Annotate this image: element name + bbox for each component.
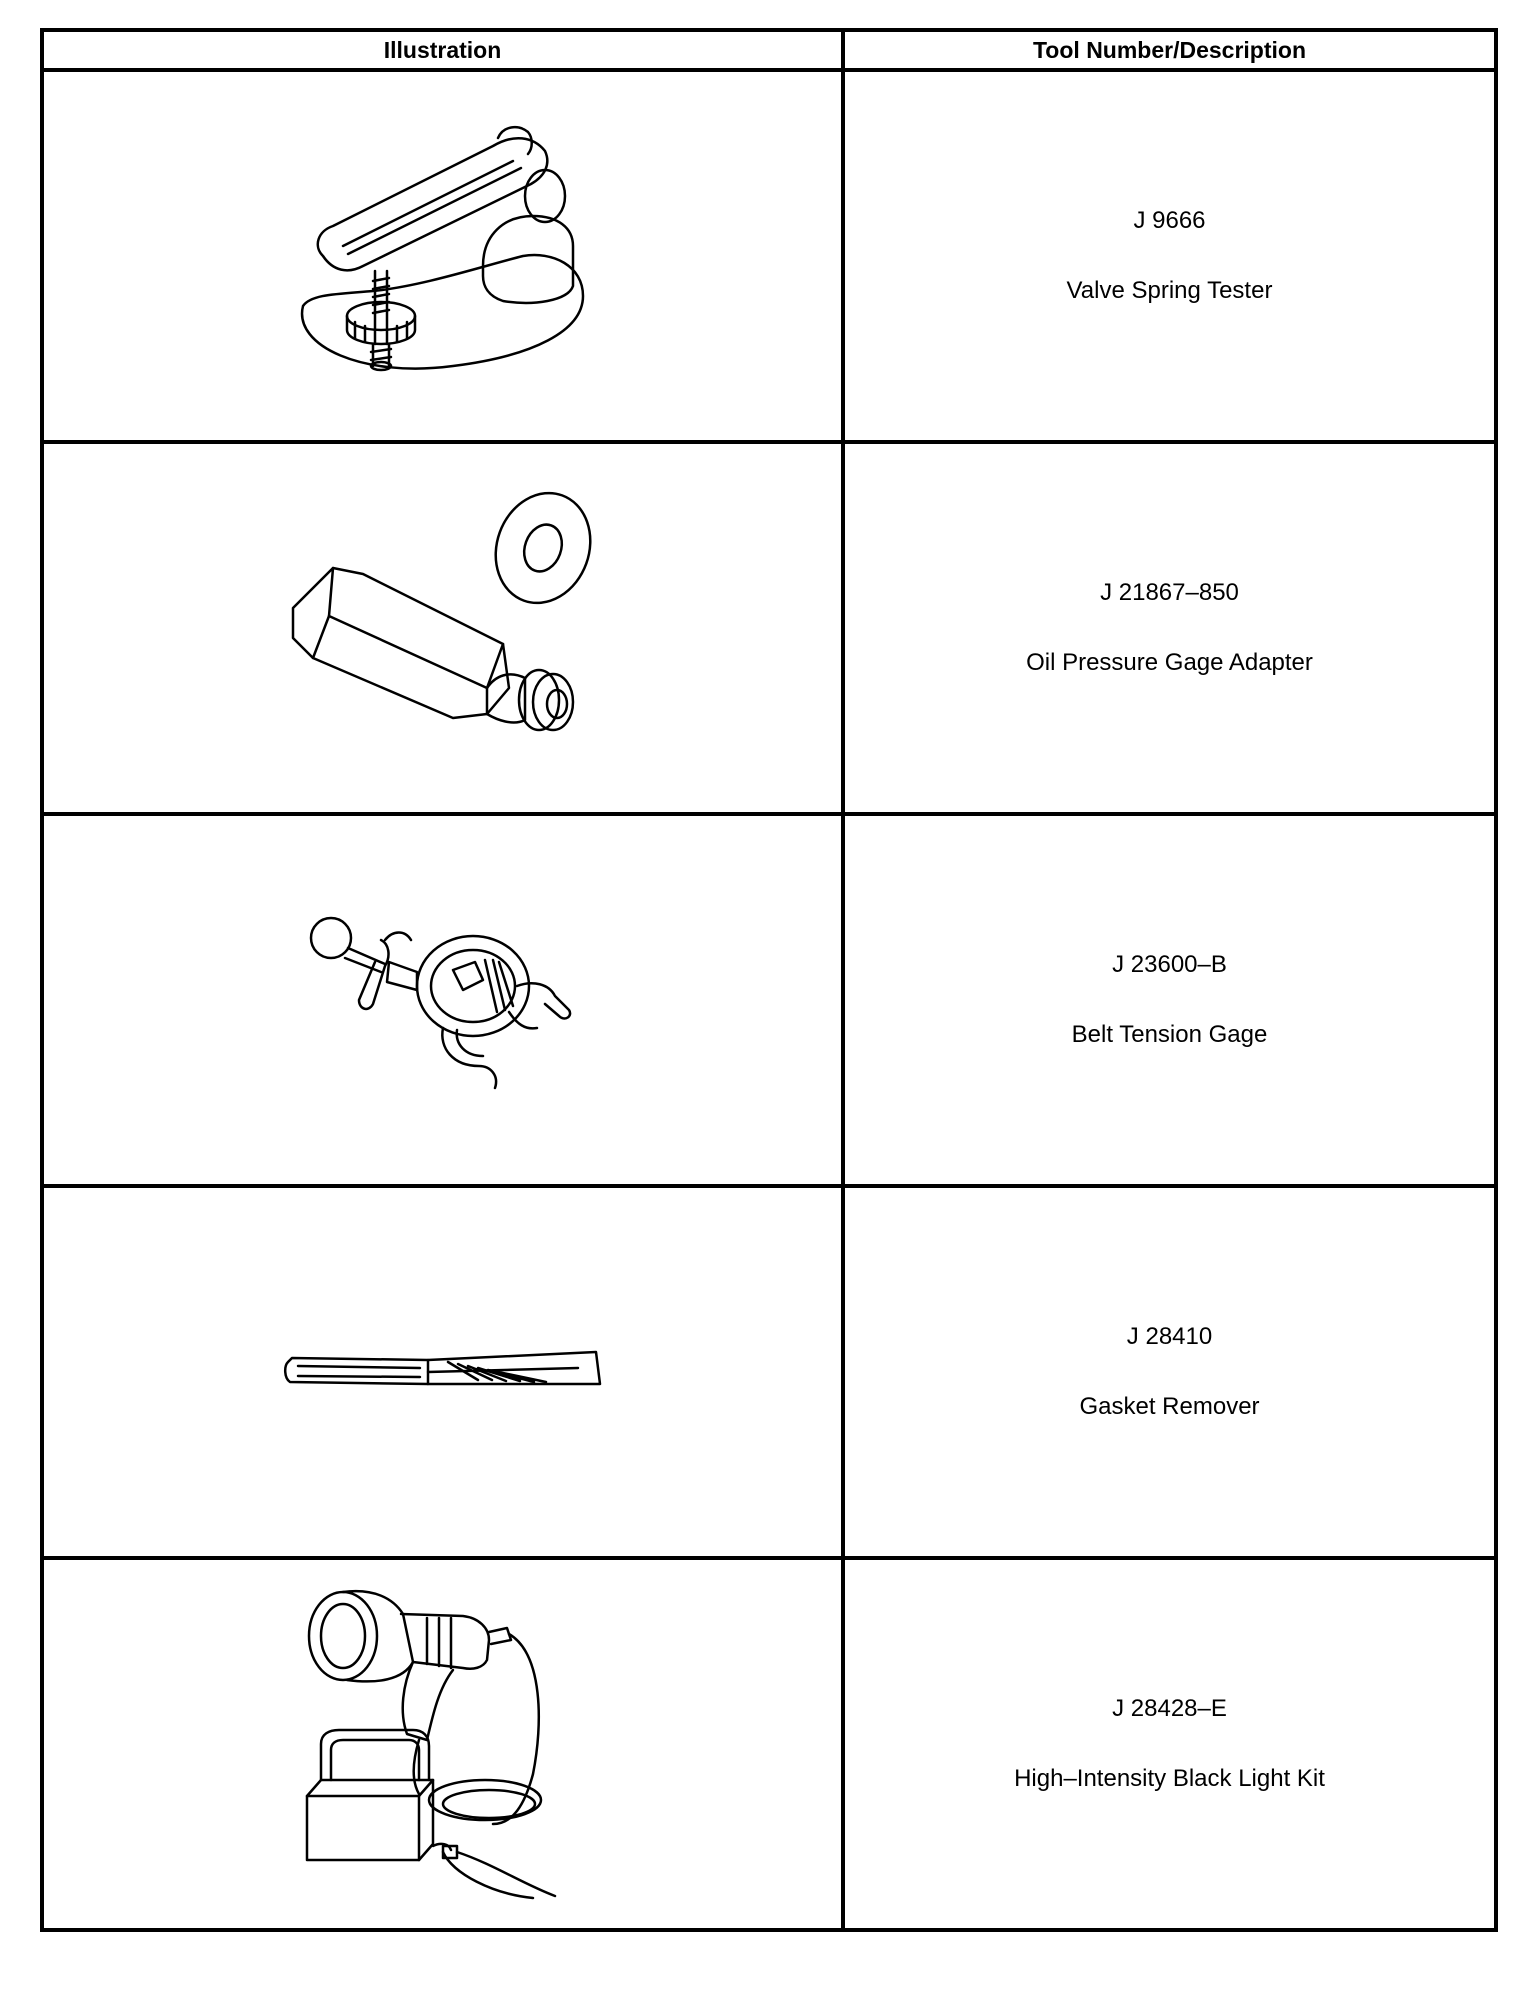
tool-number: J 23600–B [1112,951,1227,978]
tool-description-cell [843,814,1496,1186]
table-row [42,1186,1496,1558]
table-header-row [42,30,1496,70]
tool-description: Valve Spring Tester [1066,277,1273,304]
header-tool-number-description: Tool Number/Description [843,30,1496,70]
tool-description: Gasket Remover [1079,1393,1260,1420]
table-row [42,442,1496,814]
gasket-remover-icon [278,1332,608,1412]
tool-description-cell [843,1186,1496,1558]
illustration-cell [42,1186,843,1558]
tool-description-cell [843,70,1496,442]
valve-spring-tester-icon [283,116,603,396]
table-row [42,814,1496,1186]
special-tools-table [40,28,1498,1932]
oil-pressure-gage-adapter-icon [273,488,613,768]
tool-description-cell [843,442,1496,814]
tool-description: Belt Tension Gage [1071,1021,1268,1048]
table-row [42,1558,1496,1930]
illustration-cell [42,1558,843,1930]
table-row [42,70,1496,442]
tool-description-cell [843,1558,1496,1930]
tool-number: J 21867–850 [1100,579,1239,606]
tool-number: J 9666 [1133,207,1206,234]
black-light-kit-icon [293,1584,593,1904]
tool-description: High–Intensity Black Light Kit [1014,1765,1325,1792]
header-illustration: Illustration [42,30,843,70]
tool-number: J 28428–E [1112,1695,1227,1722]
illustration-cell [42,70,843,442]
tool-description: Oil Pressure Gage Adapter [1026,649,1313,676]
belt-tension-gage-icon [293,900,593,1100]
illustration-cell [42,442,843,814]
illustration-cell [42,814,843,1186]
tool-number: J 28410 [1126,1323,1213,1350]
